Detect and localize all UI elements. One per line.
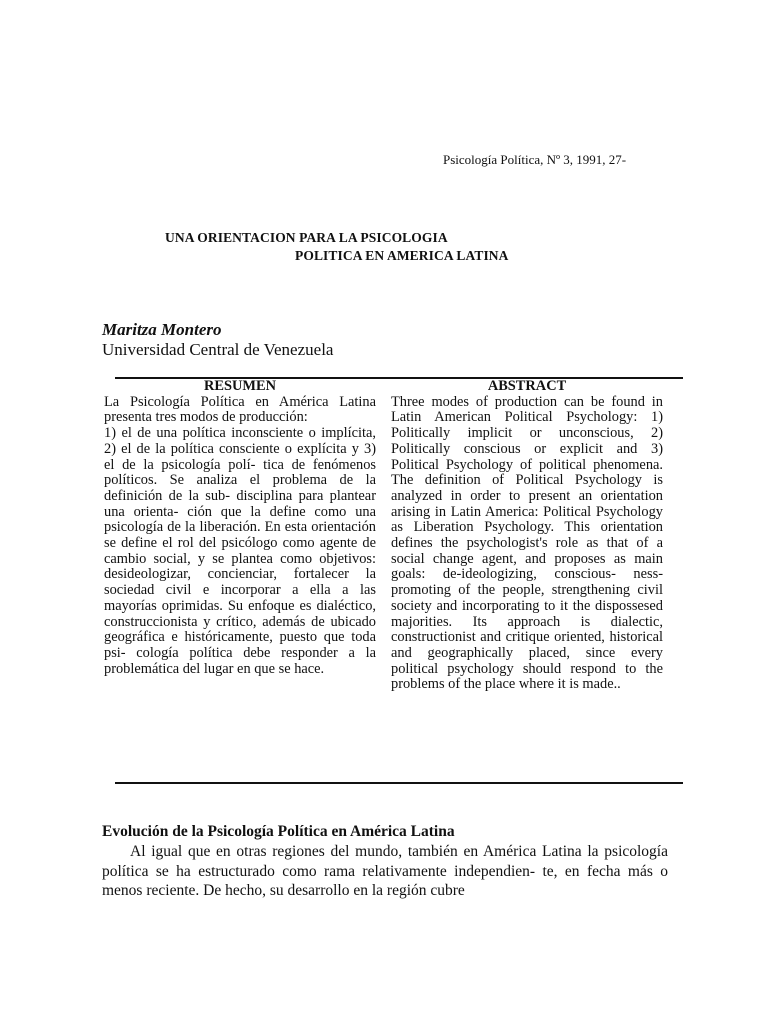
abstract-text: Three modes of production can be found in Latin American Political Psychology: 1) Politically implicit or unconscious, 2) Politically conscious or explicit and 3) Political Psychology of political phenomena. The definition of Political Psychology is analyzed in order to present an orientation arising in Latin America: Political Psychology as Liberation Psychology. This orientation defines the psychologist's role as that of a social change agent, and proposes as main goals: de-ideologizing, conscious- ness-promoting of the people, strengthening civil society and incorporating to it the dispossesed majorities. Its approach is dialectic, constructionist and critique oriented, historical and geographically placed, since every political psychology should respond to the problems of the place where it is made.. xyxy=(391,393,663,693)
section-paragraph: Al igual que en otras regiones del mundo, también en América Latina la psicología política se ha estructurado como rama relativamente independien- te, en fecha más o menos reciente. De hecho, su desarrollo en la región cubre xyxy=(102,843,668,899)
resumen-column xyxy=(104,379,376,677)
resumen-heading: RESUMEN xyxy=(204,378,276,394)
abstract-column xyxy=(391,379,663,693)
author-name: Maritza Montero xyxy=(102,320,222,339)
section-heading: Evolución de la Psicología Política en América Latina xyxy=(102,823,455,840)
abstract-heading: ABSTRACT xyxy=(487,378,567,394)
resumen-text: La Psicología Política en América Latina presenta tres modos de producción: 1) el de una política inconsciente o implícita, 2) el de la política consciente o explícita y 3) el de la psicología polí- tica de fenómenos políticos. Se analiza el problema de la definición de la sub- disciplina para plantear una orienta- ción que la define como una psicología de la liberación. En esta orientación se define el rol del psicólogo como agente de cambio social, y se plantea como objetivos: desideologizar, concienciar, fortalecer la sociedad civil e incorporar a ella a las mayorías oprimidas. Su enfoque es dialéctico, construccionista y crítico, además de ubicado geográfica e históricamente, puesto que toda psi- cología política debe responder a la problemática del lugar en que se hace. xyxy=(104,393,376,677)
journal-citation: Psicología Política, Nº 3, 1991, 27- xyxy=(443,152,627,167)
author-affiliation: Universidad Central de Venezuela xyxy=(102,340,334,359)
article-title-line-1: UNA ORIENTACION PARA LA PSICOLOGIA xyxy=(165,230,448,245)
article-title-line-2: POLITICA EN AMERICA LATINA xyxy=(295,248,509,263)
bottom-divider xyxy=(115,782,683,784)
